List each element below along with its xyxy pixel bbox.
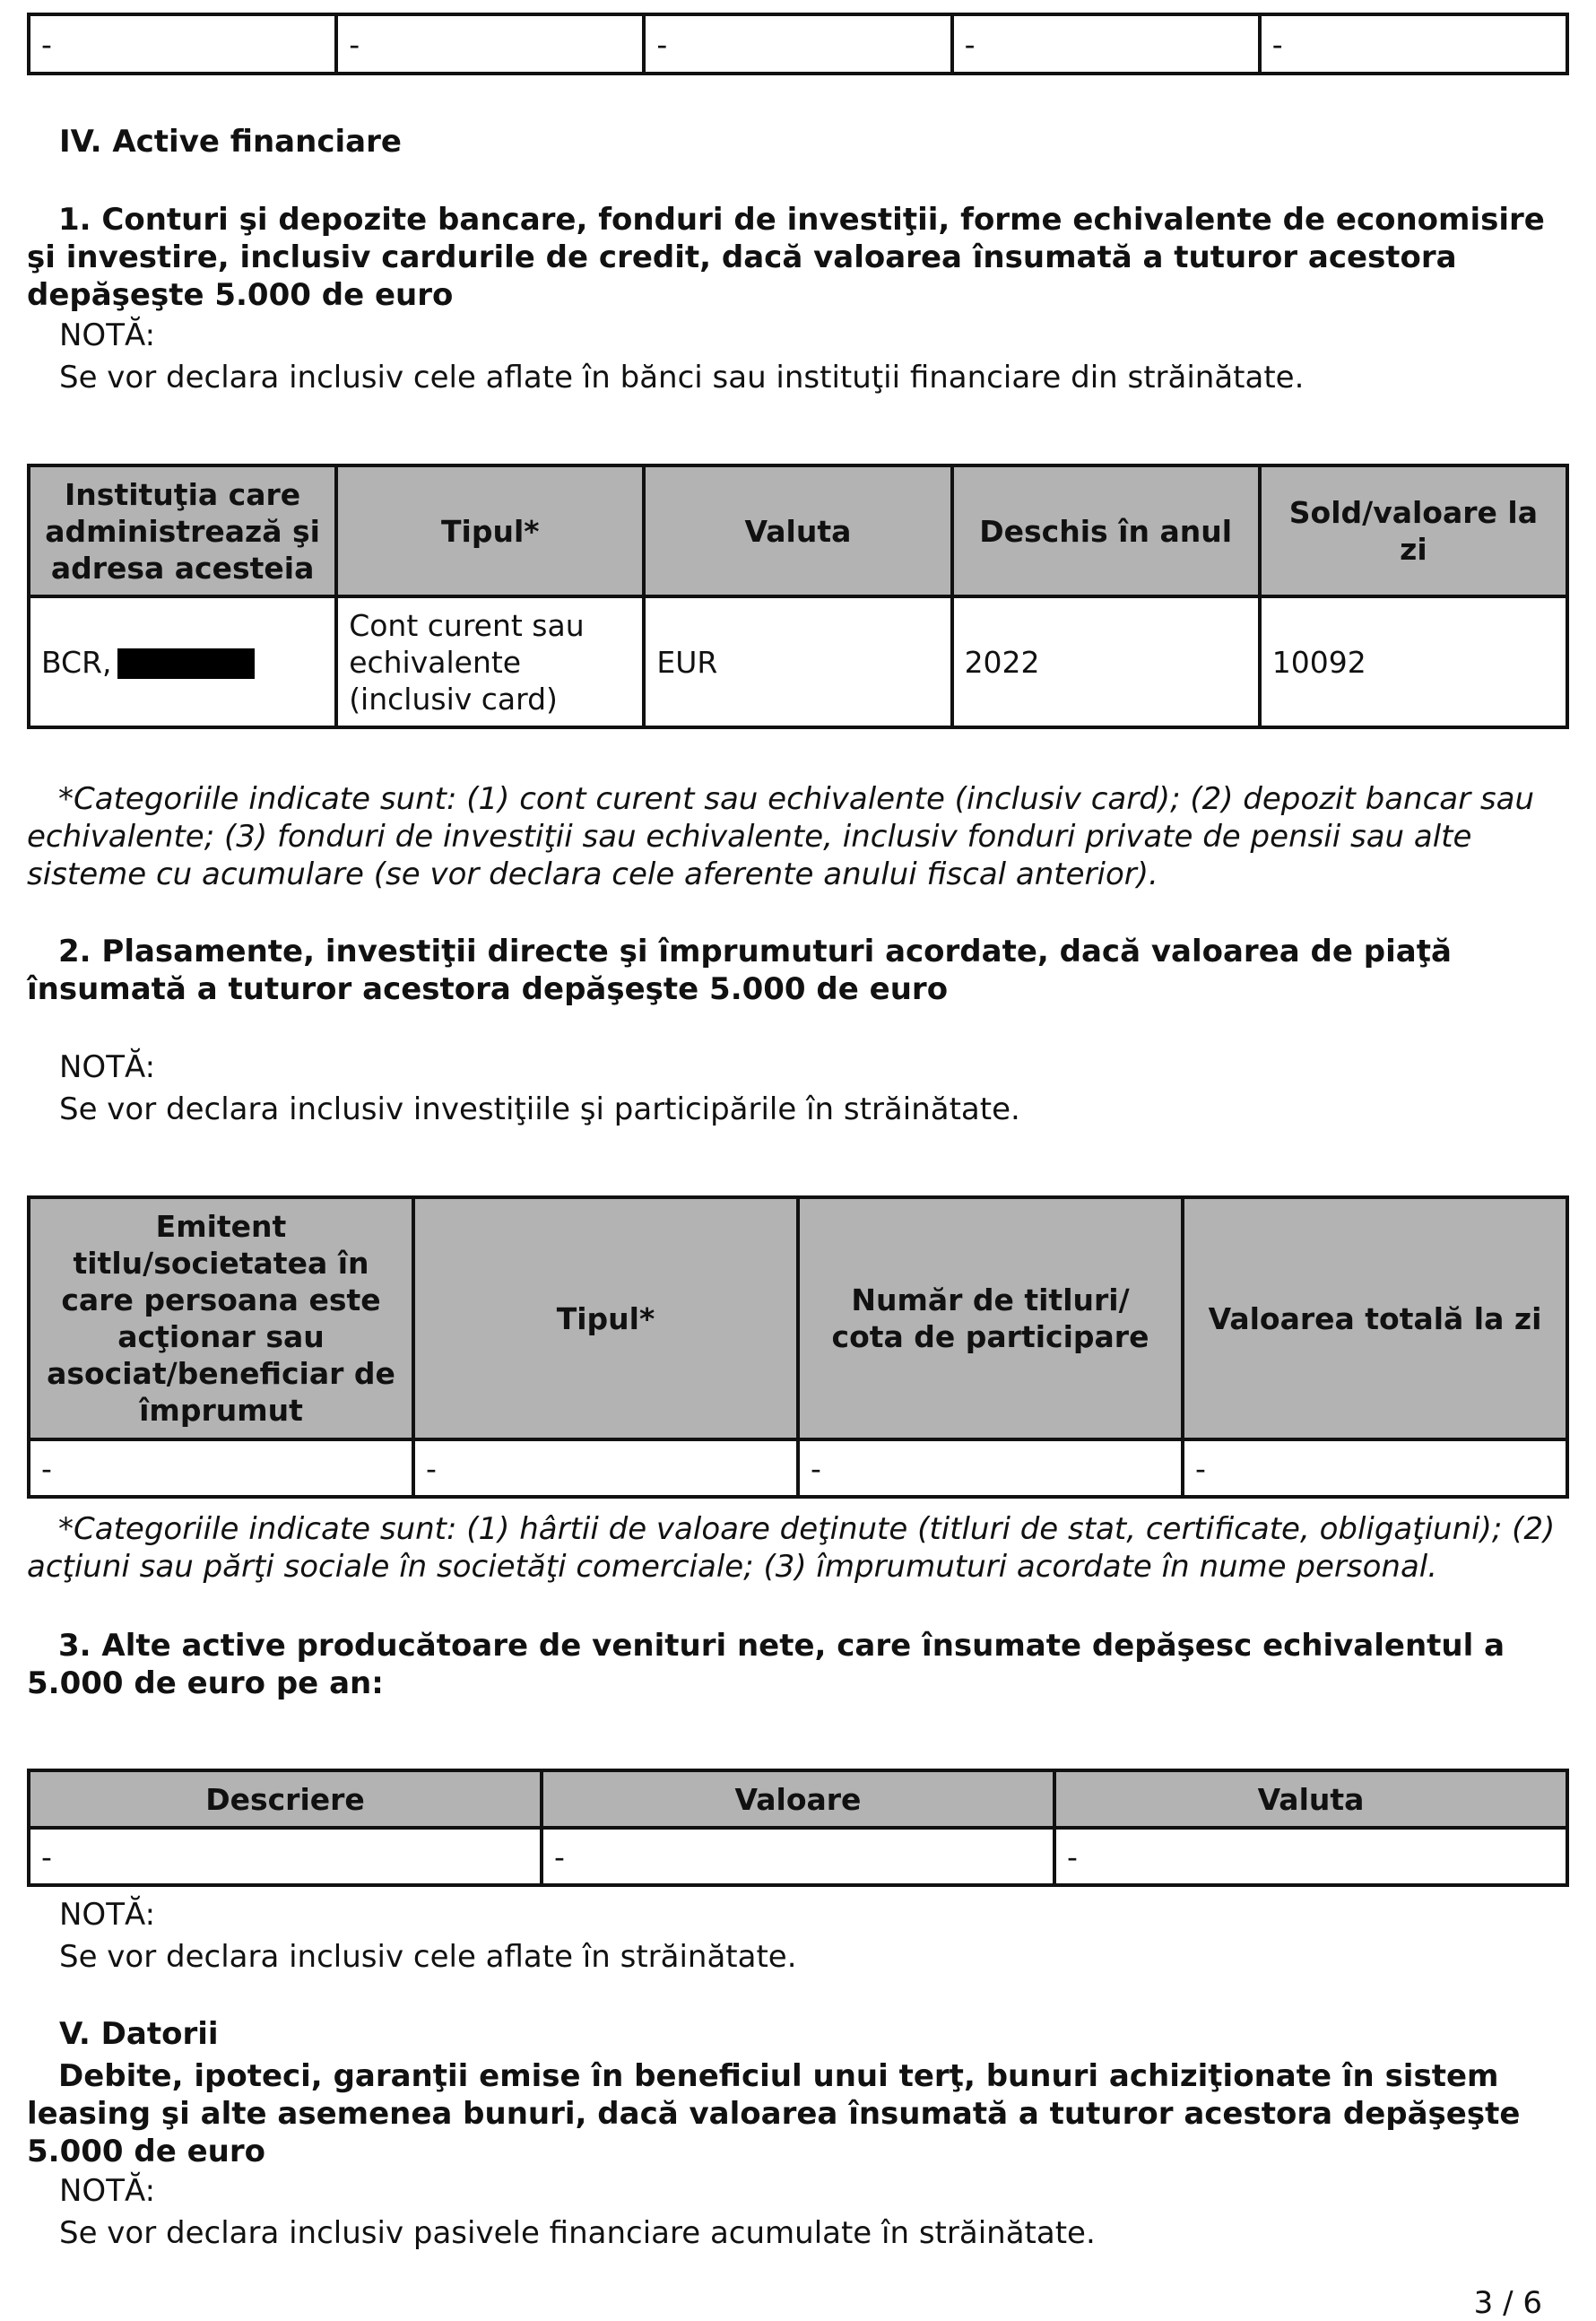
table-cell: - xyxy=(1183,1439,1567,1497)
table-cell: - xyxy=(336,14,644,74)
section-v-note-label: NOTĂ: xyxy=(59,2173,156,2209)
table-header-row xyxy=(29,465,1567,596)
previous-table-row xyxy=(27,13,1569,75)
table-cell: - xyxy=(1260,14,1567,74)
table-cell: - xyxy=(952,14,1260,74)
column-header-balance: Sold/valoare la zi xyxy=(1260,465,1567,596)
column-header-currency: Valuta xyxy=(644,465,951,596)
sub2-heading: 2. Plasamente, investiţii directe şi împrumuturi acordate, dacă valoarea de piaţă însumată a tuturor acestora depăşeşte 5.000 de euro xyxy=(27,934,1452,1007)
section-v-heading: Debite, ipoteci, garanţii emise în beneficiul unui terţ, bunuri achiziţionate în sistem leasing şi alte asemenea bunuri, dacă valoarea însumată a tuturor acestora depăşeşte 5.000 de euro xyxy=(27,2058,1521,2169)
bank-accounts-table xyxy=(27,464,1569,729)
table-cell: - xyxy=(29,1828,542,1885)
balance-cell: 10092 xyxy=(1260,596,1567,727)
column-header-opened-year: Deschis în anul xyxy=(952,465,1260,596)
table-cell: - xyxy=(644,14,951,74)
page-number: 3 / 6 xyxy=(1473,2285,1542,2321)
sub1-footnote: *Categoriile indicate sunt: (1) cont curent sau echivalente (inclusiv card); (2) depozit bancar sau echivalente; (3) fonduri de investiţii sau echivalente, inclusiv fonduri private de pensii sau alte sisteme cu acumulare (se vor declara cele aferente anului fiscal anterior). xyxy=(27,781,1534,892)
section-v-title: V. Datorii xyxy=(59,2016,219,2052)
section-v-note-text: Se vor declara inclusiv pasivele financiare acumulate în străinătate. xyxy=(59,2215,1096,2251)
column-header-total-value: Valoarea totală la zi xyxy=(1183,1197,1567,1439)
table-cell: - xyxy=(29,14,336,74)
section-iv-title: IV. Active financiare xyxy=(59,124,402,160)
sub2-footnote: *Categoriile indicate sunt: (1) hârtii de valoare deţinute (titluri de stat, certificate, obligaţiuni); (2) acţiuni sau părţi sociale în societăţi comerciale; (3) împrumuturi acordate în nume personal. xyxy=(27,1511,1556,1585)
column-header-securities-count: Număr de titluri/ cota de participare xyxy=(798,1197,1183,1439)
sub2-note-label: NOTĂ: xyxy=(59,1049,156,1085)
column-header-type: Tipul* xyxy=(336,465,644,596)
table-header-row xyxy=(29,1770,1567,1828)
table-cell: - xyxy=(542,1828,1054,1885)
sub1-heading: 1. Conturi şi depozite bancare, fonduri de investiţii, forme echivalente de economisire şi investire, inclusiv cardurile de credit, dacă valoarea însumată a tuturor acestora depăşeşte 5.000 de euro xyxy=(27,202,1545,313)
column-header-currency: Valuta xyxy=(1054,1770,1567,1828)
sub2-note-text: Se vor declara inclusiv investiţiile şi participările în străinătate. xyxy=(59,1091,1020,1127)
redaction-bar xyxy=(117,648,255,679)
table-cell: - xyxy=(1054,1828,1567,1885)
year-cell: 2022 xyxy=(952,596,1260,727)
table-cell: - xyxy=(29,1439,413,1497)
column-header-type: Tipul* xyxy=(413,1197,798,1439)
table-cell: - xyxy=(413,1439,798,1497)
sub1-note-text: Se vor declara inclusiv cele aflate în bănci sau instituţii financiare din străinătate. xyxy=(59,360,1305,396)
column-header-institution: Instituţia care administrează şi adresa acesteia xyxy=(29,465,336,596)
table-cell: - xyxy=(798,1439,1183,1497)
column-header-issuer: Emitent titlu/societatea în care persoana este acţionar sau asociat/beneficiar de împrumut xyxy=(29,1197,413,1439)
sub3-note-text: Se vor declara inclusiv cele aflate în străinătate. xyxy=(59,1939,797,1975)
column-header-description: Descriere xyxy=(29,1770,542,1828)
institution-name: BCR, xyxy=(41,644,112,680)
currency-cell: EUR xyxy=(644,596,951,727)
institution-cell xyxy=(29,596,336,727)
sub1-note-label: NOTĂ: xyxy=(59,317,156,353)
other-assets-table xyxy=(27,1769,1569,1887)
table-row xyxy=(29,1828,1567,1885)
table-row xyxy=(29,14,1567,74)
sub3-heading: 3. Alte active producătoare de venituri nete, care însumate depăşesc echivalentul a 5.000 de euro pe an: xyxy=(27,1628,1505,1701)
table-row xyxy=(29,596,1567,727)
sub3-note-label: NOTĂ: xyxy=(59,1897,156,1933)
investments-table xyxy=(27,1195,1569,1499)
table-header-row xyxy=(29,1197,1567,1439)
type-cell: Cont curent sau echivalente (inclusiv card) xyxy=(336,596,644,727)
column-header-value: Valoare xyxy=(542,1770,1054,1828)
table-row xyxy=(29,1439,1567,1497)
